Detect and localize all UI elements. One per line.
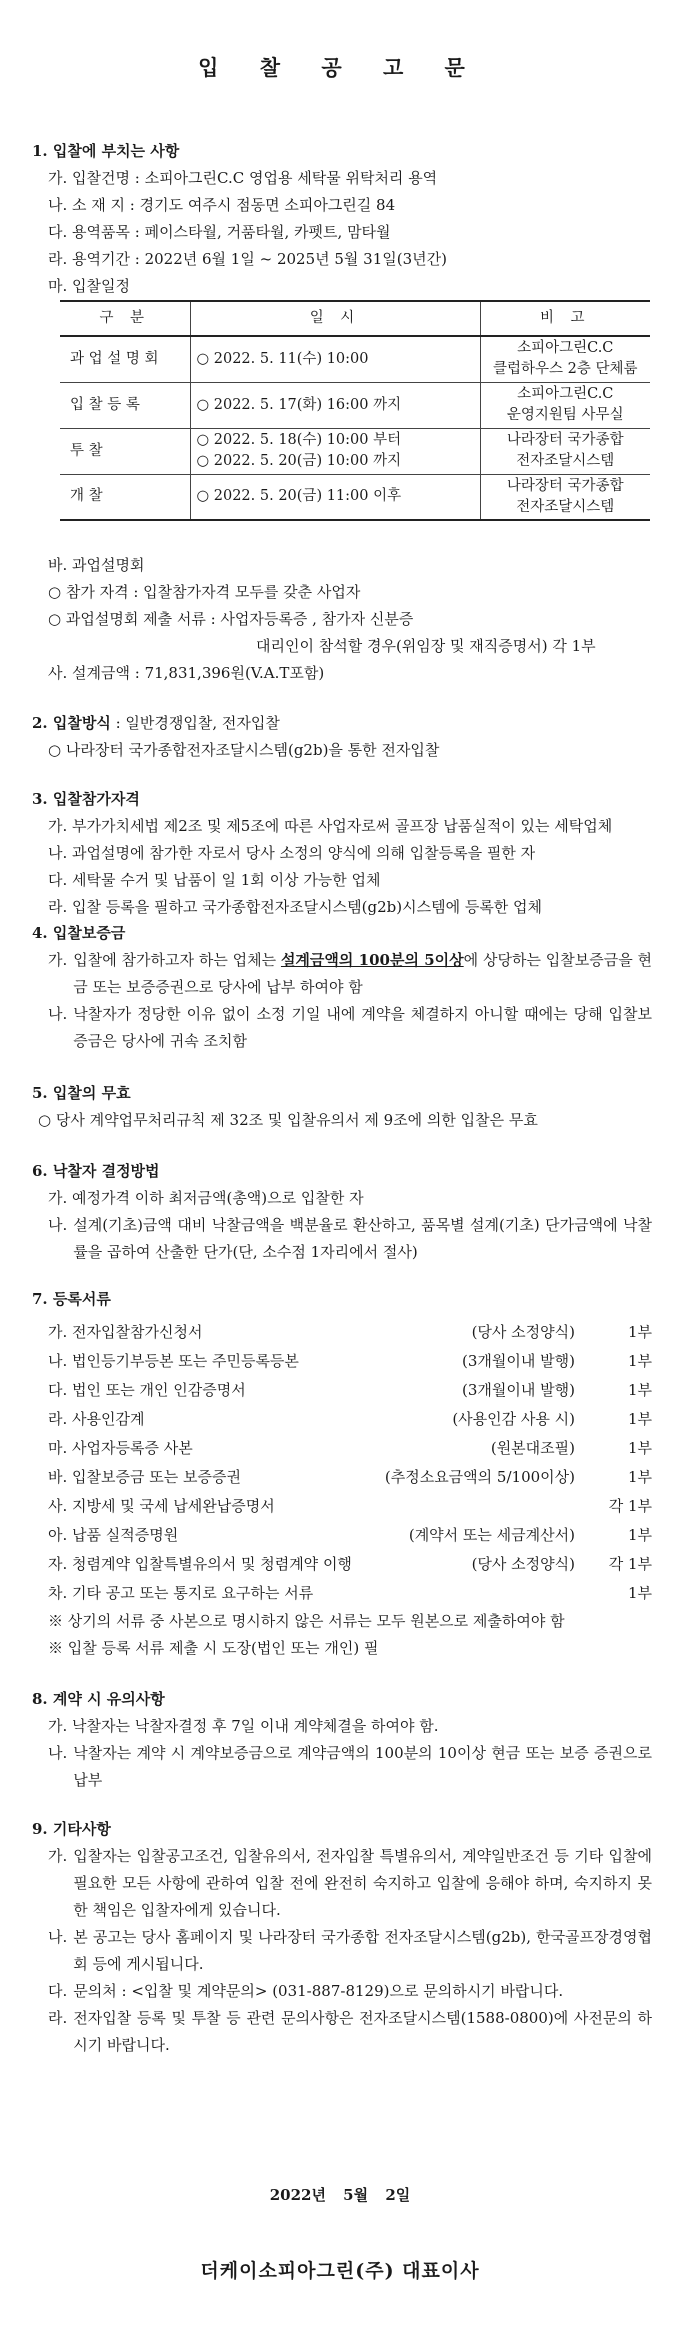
doc-row [32,1521,652,1550]
section-2-heading-rest: : 일반경쟁입찰, 전자입찰 [110,714,280,732]
doc-note [385,1492,575,1521]
section-4-item-na [32,1001,652,1055]
section-3-item: 가. 부가가치세법 제2조 및 제5조에 따른 사업자로써 골프장 납품실적이 있는 세탁업체 [48,817,613,835]
note-line: 클럽하우스 2층 단체룸 [492,361,638,378]
section-6-item-ga: 가. 예정가격 이하 최저금액(총액)으로 입찰한 자 [48,1189,364,1207]
datetime-line: ○ 2022. 5. 20(금) 11:00 이후 [196,488,402,505]
doc-row [32,1434,652,1463]
doc-note: (3개월이내 발행) [462,1381,575,1399]
doc-name: 자. 청렴계약 입찰특별유의서 및 청렴계약 이행 [48,1555,352,1573]
section-2-heading: 2. 입찰방식 [32,714,111,732]
section-2 [32,710,652,764]
table-header-note: 비 고 [480,301,650,336]
item-marker: 나. [48,1744,68,1762]
doc-row [32,1376,652,1405]
datetime-cell [190,382,480,428]
section-1-item: 가. 입찰건명 : 소피아그린C.C 영업용 세탁물 위탁처리 용역 [48,169,438,187]
item-marker: 나. [48,1005,68,1023]
section-5 [32,1080,652,1134]
doc-footnote: ※ 상기의 서류 중 사본으로 명시하지 않은 서류는 모두 원본으로 제출하여야 함 [48,1612,565,1630]
section-9 [32,1816,652,2059]
doc-count: 각 1부 [608,1497,652,1515]
item-text [67,947,652,1001]
section-8-heading: 8. 계약 시 유의사항 [32,1690,165,1708]
doc-note [385,1579,575,1608]
section-2-item: ○ 나라장터 국가종합전자조달시스템(g2b)을 통한 전자입찰 [48,741,440,759]
note-cell [480,382,650,428]
notice-date: 2022년 5월 2일 [269,2186,411,2204]
doc-row [32,1550,652,1579]
doc-count: 1부 [627,1439,652,1457]
section-7-heading: 7. 등록서류 [32,1290,111,1308]
category-label: 개 찰 [70,488,103,505]
doc-row [32,1492,652,1521]
category-label: 투 찰 [70,442,103,459]
section-3-item: 다. 세탁물 수거 및 납품이 일 1회 이상 가능한 업체 [48,871,381,889]
category-label: 입 찰 등 록 [70,396,140,413]
section-6-heading: 6. 낙찰자 결정방법 [32,1162,160,1180]
item-text: 전자입찰 등록 및 투찰 등 관련 문의사항은 전자조달시스템(1588-0800)에 사전문의 하시기 바랍니다. [73,2009,652,2054]
section-4 [32,920,652,1055]
table-row [60,336,650,382]
doc-count: 각 1부 [608,1555,652,1573]
section-1-briefing [32,552,652,687]
table-row [60,474,650,520]
doc-count: 1부 [627,1410,652,1428]
category-cell [60,336,190,382]
doc-count: 1부 [627,1352,652,1370]
item-text: 낙찰자가 정당한 이유 없이 소정 기일 내에 계약을 체결하지 아니할 때에는 당해 입찰보증금은 당사에 귀속 조치함 [73,1005,652,1050]
signer-line: 더케이소피아그린(주) 대표이사 [200,2260,480,2282]
doc-name: 사. 지방세 및 국세 납세완납증명서 [48,1497,275,1515]
doc-count: 1부 [627,1526,652,1544]
section-1-heading: 1. 입찰에 부치는 사항 [32,142,180,160]
section-9-item [32,1978,652,2005]
section-5-item: ○ 당사 계약업무처리규칙 제 32조 및 입찰유의서 제 9조에 의한 입찰은 무효 [38,1111,538,1129]
datetime-cell [190,336,480,382]
item-marker: 나. [48,1928,68,1946]
section-8-item-ga: 가. 낙찰자는 낙찰자결정 후 7일 이내 계약체결을 하여야 함. [48,1717,439,1735]
table-header-category: 구 분 [60,301,190,336]
item-text: 문의처 : <입찰 및 계약문의> (031-887-8129)으로 문의하시기 바랍니다. [73,1982,564,2000]
section-2-heading-line [32,710,652,737]
item-marker: 라. [48,2009,68,2027]
doc-name: 나. 법인등기부등본 또는 주민등록등본 [48,1352,299,1370]
page-title: 입 찰 공 고 문 [198,55,482,80]
briefing-item: 대리인이 참석할 경우(위임장 및 재직증명서) 각 1부 [256,637,596,655]
datetime-cell [190,428,480,474]
doc-name: 가. 전자입찰참가신청서 [48,1323,203,1341]
section-3 [32,786,652,921]
section-9-item [32,1924,652,1978]
section-5-heading: 5. 입찰의 무효 [32,1084,131,1102]
doc-name: 마. 사업자등록증 사본 [48,1439,193,1457]
deposit-text-post: 에 상당하는 입찰보증금을 현금 또는 보증증권으로 당사에 납부 하여야 함 [73,951,653,996]
doc-name: 바. 입찰보증금 또는 보증증권 [48,1468,241,1486]
section-1 [32,138,652,300]
doc-row [32,1318,652,1347]
datetime-line: ○ 2022. 5. 11(수) 10:00 [196,350,369,367]
section-3-heading: 3. 입찰참가자격 [32,790,140,808]
note-cell [480,336,650,382]
note-line: 전자조달시스템 [516,498,615,515]
doc-note: (당사 소정양식) [471,1323,575,1341]
deposit-text-pre: 입찰에 참가하고자 하는 업체는 [73,951,281,969]
doc-note: (계약서 또는 세금계산서) [408,1526,575,1544]
section-7 [32,1286,652,1662]
section-3-item: 라. 입찰 등록을 필하고 국가종합전자조달시스템(g2b)시스템에 등록한 업체 [48,898,543,916]
note-line: 나라장터 국가종합 [506,477,624,494]
briefing-item: ○ 참가 자격 : 입찰참가자격 모두를 갖춘 사업자 [48,583,361,601]
section-1-item: 라. 용역기간 : 2022년 6월 1일 ~ 2025년 5월 31일(3년간) [48,250,447,268]
section-6-item-na [32,1212,652,1266]
doc-row [32,1347,652,1376]
note-line: 소피아그린C.C [517,340,614,357]
briefing-heading: 바. 과업설명회 [48,556,145,574]
bid-schedule-table [60,300,650,521]
doc-row [32,1579,652,1608]
item-marker: 나. [48,1216,68,1234]
doc-name: 아. 납품 실적증명원 [48,1526,179,1544]
doc-note: (추정소요금액의 5/100이상) [384,1468,575,1486]
doc-note: (3개월이내 발행) [462,1352,575,1370]
doc-note: (사용인감 사용 시) [452,1410,575,1428]
item-marker: 다. [48,1982,68,2000]
note-line: 운영지원팀 사무실 [506,407,624,423]
datetime-line: ○ 2022. 5. 17(화) 16:00 까지 [196,396,402,413]
category-cell [60,382,190,428]
section-9-heading: 9. 기타사항 [32,1820,111,1838]
note-line: 소피아그린C.C [517,386,614,402]
table-row [60,382,650,428]
section-1-item: 나. 소 재 지 : 경기도 여주시 점동면 소피아그린길 84 [48,196,396,214]
category-label: 과 업 설 명 회 [70,350,159,367]
note-cell [480,428,650,474]
design-amount: 사. 설계금액 : 71,831,396원(V.A.T포함) [48,664,325,682]
doc-row [32,1463,652,1492]
doc-footnote: ※ 입찰 등록 서류 제출 시 도장(법인 또는 개인) 필 [48,1639,379,1657]
note-line: 나라장터 국가종합 [506,432,624,448]
doc-count: 1부 [627,1468,652,1486]
section-3-item: 나. 과업설명에 참가한 자로서 당사 소정의 양식에 의해 입찰등록을 필한 자 [48,844,536,862]
doc-row [32,1405,652,1434]
section-4-heading: 4. 입찰보증금 [32,924,126,942]
item-text: 설계(기초)금액 대비 낙찰금액을 백분율로 환산하고, 품목별 설계(기초) 단가금액에 낙찰률을 곱하여 산출한 단가(단, 소수점 1자리에서 절사) [73,1216,652,1261]
note-cell [480,474,650,520]
datetime-line: ○ 2022. 5. 18(수) 10:00 부터 [196,432,402,448]
section-8-item-na [32,1740,652,1794]
item-marker: 가. [48,1847,68,1865]
doc-name: 차. 기타 공고 또는 통지로 요구하는 서류 [48,1584,314,1602]
table-row [60,428,650,474]
section-4-item-ga [32,947,652,1001]
category-cell [60,474,190,520]
doc-name: 다. 법인 또는 개인 인감증명서 [48,1381,246,1399]
deposit-rate-emphasis: 설계금액의 100분의 5이상 [280,951,464,969]
item-text: 낙찰자는 계약 시 계약보증금으로 계약금액의 100분의 10이상 현금 또는 보증 증권으로 납부 [73,1744,652,1789]
category-cell [60,428,190,474]
doc-count: 1부 [627,1381,652,1399]
section-1-item: 다. 용역품목 : 페이스타월, 거품타월, 카펫트, 맘타월 [48,223,391,241]
doc-count: 1부 [627,1323,652,1341]
item-text: 입찰자는 입찰공고조건, 입찰유의서, 전자입찰 특별유의서, 계약일반조건 등 기타 입찰에 필요한 모든 사항에 관하여 입찰 전에 완전히 숙지하고 입찰에 응해야 하며, 숙지하지 못한 책임은 입찰자에게 있습니다. [73,1847,652,1919]
table-header-datetime: 일 시 [190,301,480,336]
item-text: 본 공고는 당사 홈페이지 및 나라장터 국가종합 전자조달시스템(g2b), 한국골프장경영협회 등에 게시됩니다. [73,1928,652,1973]
item-marker: 가. [48,951,68,969]
section-9-item [32,1843,652,1924]
section-6 [32,1158,652,1266]
table-header-row [60,301,650,336]
doc-note: (당사 소정양식) [471,1555,575,1573]
doc-count: 1부 [627,1584,652,1602]
doc-note: (원본대조필) [490,1439,575,1457]
briefing-item: ○ 과업설명회 제출 서류 : 사업자등록증 , 참가자 신분증 [48,610,414,628]
section-8 [32,1686,652,1794]
datetime-cell [190,474,480,520]
datetime-line: ○ 2022. 5. 20(금) 10:00 까지 [196,453,402,469]
doc-name: 라. 사용인감계 [48,1410,145,1428]
section-1-item: 마. 입찰일정 [48,277,130,295]
note-line: 전자조달시스템 [516,453,615,469]
section-9-item [32,2005,652,2059]
